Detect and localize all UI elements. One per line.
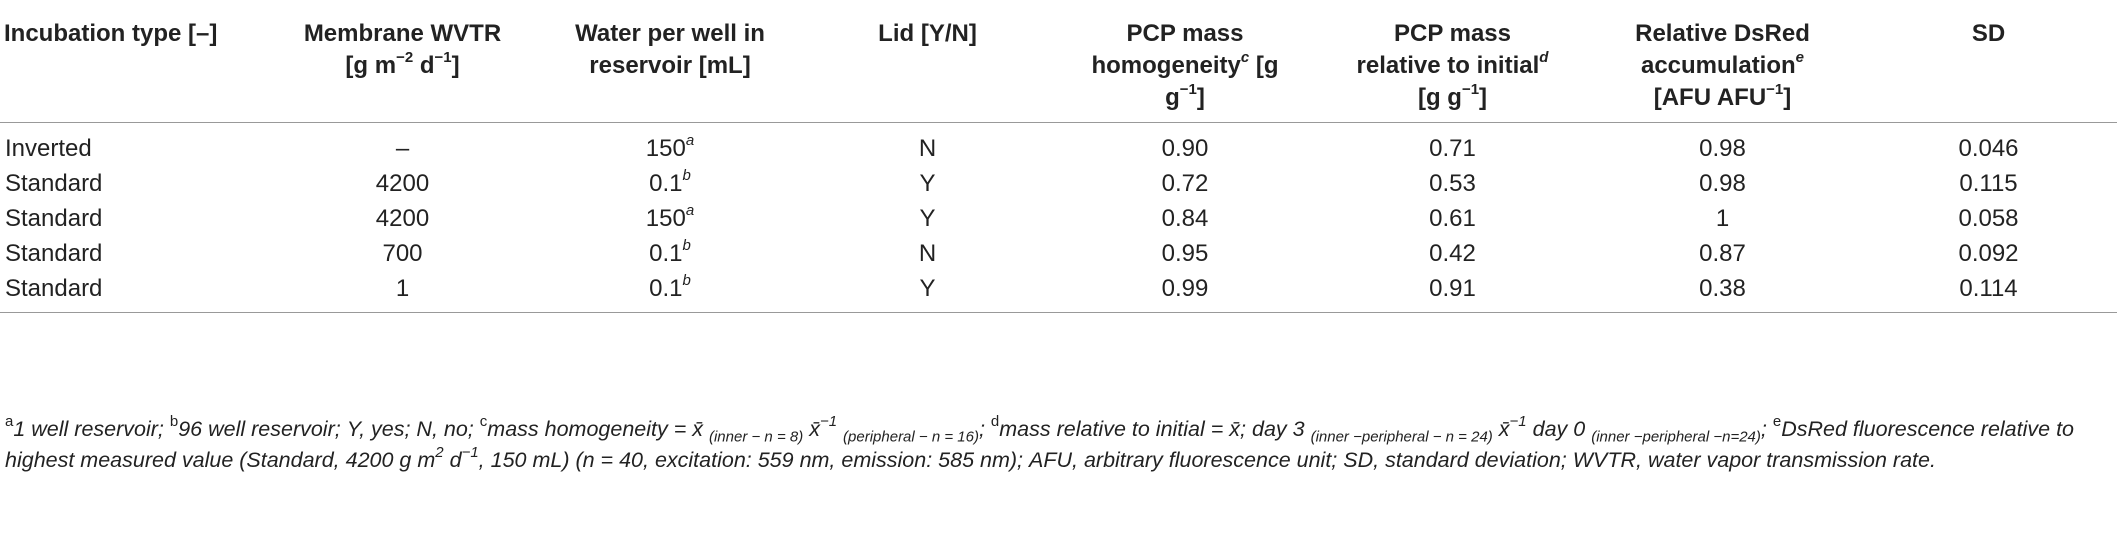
footnote-c: mass homogeneity = x̄ $_{(inner - n = 8)}$ x̄$^{-1}$ $_{(peripheral - n = 16)}$;: [487, 412, 985, 446]
header-pcp-mass-homogeneity: PCP mass homogeneity$^c$ [g $g^{-1}$]: [1050, 0, 1320, 122]
footnote-yn: Y, yes; N, no;: [346, 417, 474, 441]
header-lid: Lid [Y/N]: [805, 0, 1050, 122]
table-header: [0, 0, 2117, 122]
cell-homogeneity: 0.90: [1161, 134, 1209, 162]
cell-dsred: 0.87: [1699, 239, 1746, 267]
header-sd: SD: [1860, 0, 2117, 122]
footnote-b: 96 well reservoir;: [178, 417, 341, 441]
cell-homogeneity: 0.84: [1161, 204, 1209, 232]
cell-dsred: 1: [1715, 204, 1730, 232]
cell-incubation-type: Standard: [5, 239, 103, 267]
cell-lid: Y: [919, 204, 936, 232]
footnote-abbreviations: AFU, arbitrary fluorescence unit; SD, standard deviation; WVTR, water vapor transmission rate.: [1029, 448, 1936, 472]
cell-sd: 0.114: [1860, 271, 2117, 313]
table-row: [0, 236, 2117, 271]
cell-water: 150$^a$: [645, 201, 695, 232]
footnote-e: DsRed fluorescence relative to highest measured value (Standard, 4200 g $m^2$ $d^{-1}$, 150 mL) (n = 40, excitation: 559 nm, emission: 585 nm);: [5, 417, 2074, 472]
table-row: [0, 271, 2117, 313]
table-row: [0, 122, 2117, 166]
cell-water: 0.1$^b$: [649, 166, 691, 197]
cell-water: 0.1$^b$: [535, 271, 805, 313]
cell-homogeneity: 0.99: [1050, 271, 1320, 313]
cell-wvtr: –: [395, 134, 410, 162]
header-membrane-wvtr: Membrane WVTR [g $m^{-2}$ $d^{-1}$]: [270, 0, 535, 122]
cell-dsred: 0.98: [1699, 134, 1746, 162]
cell-lid: N: [918, 134, 937, 162]
table-row: [0, 201, 2117, 236]
header-incubation-type: Incubation type [–]: [0, 0, 270, 122]
header-relative-dsred: Relative DsRed accumulation$^e$ [AFU $AFU^{-1}$]: [1585, 0, 1860, 122]
cell-relative: 0.91: [1320, 271, 1585, 313]
footnote-b-mark: b: [169, 412, 179, 430]
table-row: [0, 166, 2117, 201]
cell-relative: 0.42: [1429, 239, 1476, 267]
footnote-d-mark: d: [990, 412, 1000, 430]
cell-homogeneity: 0.95: [1161, 239, 1209, 267]
cell-incubation-type: Inverted: [5, 134, 92, 162]
footnote-d: mass relative to initial = x̄; day 3 $_{(inner -peripheral - n = 24)}$ x̄$^{-1}$ day 0 $_{(inner -peripheral -n=24)}$;: [999, 412, 1767, 446]
cell-relative: 0.61: [1429, 204, 1476, 232]
table-footnotes: [5, 414, 2110, 476]
cell-sd: 0.058: [1958, 204, 2019, 232]
cell-sd: 0.046: [1958, 134, 2019, 162]
cell-sd: 0.115: [1959, 169, 2018, 197]
cell-wvtr: 700: [382, 239, 423, 267]
cell-wvtr: 4200: [375, 169, 430, 197]
cell-wvtr: 4200: [375, 204, 430, 232]
cell-homogeneity: 0.72: [1161, 169, 1209, 197]
cell-relative: 0.53: [1429, 169, 1476, 197]
table-body: [0, 122, 2117, 312]
cell-wvtr: 1: [270, 271, 535, 313]
footnote-a-mark: a: [5, 412, 14, 430]
cell-relative: 0.71: [1429, 134, 1476, 162]
cell-lid: Y: [805, 271, 1050, 313]
footnote-c-mark: c: [479, 412, 488, 430]
footnote-a: 1 well reservoir;: [13, 417, 164, 441]
header-pcp-mass-relative: PCP mass relative to initial$^d$ [g $g^{-1}$]: [1320, 0, 1585, 122]
cell-lid: Y: [919, 169, 936, 197]
cell-incubation-type: Standard: [0, 271, 270, 313]
footnote-e-mark: e: [1772, 412, 1782, 430]
cell-sd: 0.092: [1958, 239, 2019, 267]
cell-lid: N: [918, 239, 937, 267]
cell-dsred: 0.98: [1699, 169, 1746, 197]
cell-incubation-type: Standard: [5, 204, 103, 232]
cell-water: 0.1$^b$: [649, 236, 691, 267]
cell-incubation-type: Standard: [5, 169, 103, 197]
cell-water: 150$^a$: [645, 131, 695, 162]
header-water-per-well: Water per well in reservoir [mL]: [535, 0, 805, 122]
cell-dsred: 0.38: [1585, 271, 1860, 313]
